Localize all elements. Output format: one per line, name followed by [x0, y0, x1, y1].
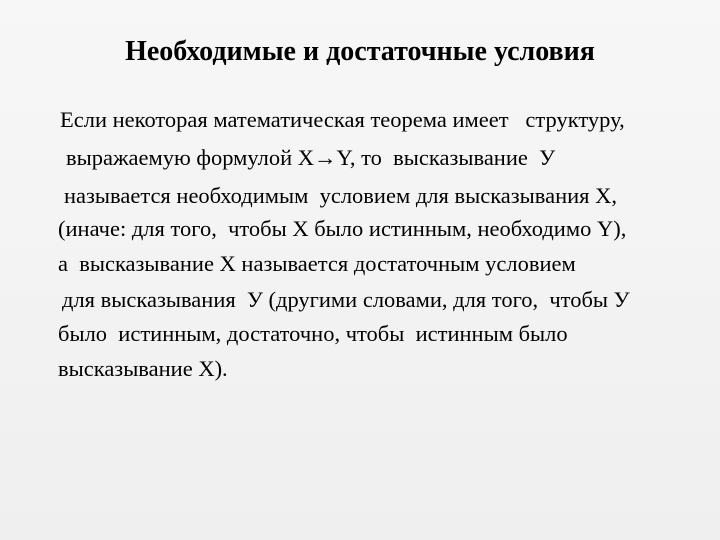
body-line-4: (иначе: для того, чтобы X было истинным, необходимо Y), [58, 216, 627, 241]
body-line-7: было истинным, достаточно, чтобы истинным было [58, 321, 568, 346]
body-line-6: для высказывания У (другими словами, для того, чтобы У [62, 287, 630, 312]
slide-title: Необходимые и достаточные условия [125, 36, 595, 67]
body-line-8: высказывание X). [58, 356, 228, 381]
body-line-2: выражаемую формулой X→Y, то высказывание У [66, 145, 556, 170]
body-line-3: называется необходимым условием для высказывания X, [64, 183, 618, 208]
body-line-5: а высказывание X называется достаточным условием [58, 251, 576, 276]
body-line-1: Если некоторая математическая теорема имеет структуру, [60, 107, 625, 132]
